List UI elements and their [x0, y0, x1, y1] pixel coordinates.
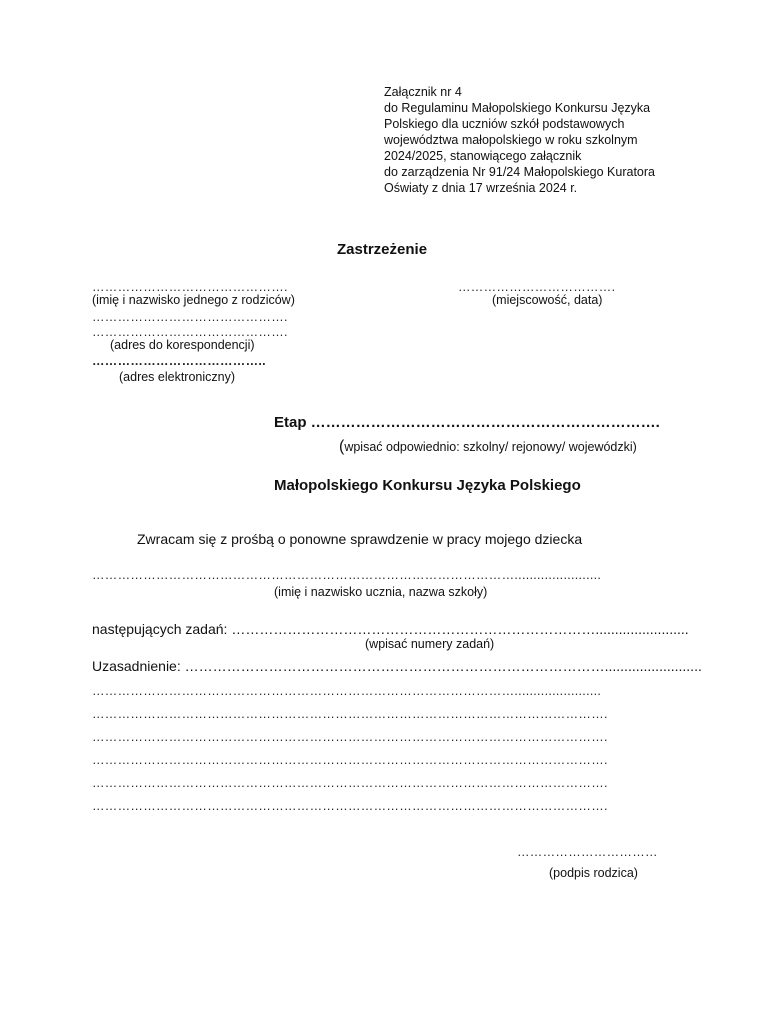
justification-line[interactable]: …………………………………………………………………………………………………………. [92, 753, 608, 767]
justification-line[interactable]: …………………………………………………………………………………………………………. [92, 707, 608, 721]
tasks-field[interactable]: następujących zadań: ……………………………………………………………………........................ [92, 621, 689, 637]
attachment-note-line: Załącznik nr 4 [384, 85, 462, 99]
email-label: (adres elektroniczny) [119, 370, 236, 384]
request-text: Zwracam się z prośbą o ponowne sprawdzenie w pracy mojego dziecka [137, 531, 583, 547]
document-title: Zastrzeżenie [337, 241, 428, 258]
justification-line[interactable]: …………………………………………………………………………………………………………. [92, 730, 608, 744]
stage-note-paren: ( [339, 438, 345, 455]
student-label: (imię i nazwisko ucznia, nazwa szkoły) [274, 585, 488, 599]
stage-note [339, 438, 637, 456]
signature-label: (podpis rodzica) [549, 866, 638, 880]
tasks-note: (wpisać numery zadań) [365, 637, 495, 651]
justification-field[interactable]: Uzasadnienie: ………………………………………………………………………………......................... [92, 658, 702, 674]
address-label: (adres do korespondencji) [110, 338, 255, 352]
stage-field[interactable]: Etap ……………………………………………………………. [274, 414, 660, 431]
attachment-note-line: 2024/2025, stanowiącego załącznik [384, 149, 582, 163]
justification-line[interactable]: ………………………………………………………………………………………....................... [92, 684, 602, 698]
attachment-note-line: do zarządzenia Nr 91/24 Małopolskiego Kuratora [384, 165, 655, 179]
attachment-note-line: do Regulaminu Małopolskiego Konkursu Języka [384, 101, 651, 115]
address-field-line-1[interactable]: ………………………………………. [92, 310, 288, 324]
email-field[interactable]: ………………………………….. [92, 354, 266, 368]
attachment-note-line: województwa małopolskiego w roku szkolnym [384, 133, 638, 147]
parent-name-field[interactable]: ………………………………………. [92, 280, 288, 294]
student-field[interactable]: ………………………………………………………………………………………....................... [92, 568, 602, 582]
justification-line[interactable]: …………………………………………………………………………………………………………. [92, 776, 608, 790]
attachment-note [384, 84, 655, 196]
justification-line[interactable]: …………………………………………………………………………………………………………. [92, 799, 608, 813]
signature-field[interactable]: …………………………… [517, 845, 658, 859]
place-date-field[interactable]: ………………………………. [458, 280, 616, 294]
attachment-note-line: Polskiego dla uczniów szkół podstawowych [384, 117, 625, 131]
contest-name: Małopolskiego Konkursu Języka Polskiego [274, 477, 581, 494]
stage-note-text: wpisać odpowiednio: szkolny/ rejonowy/ wojewódzki) [344, 440, 637, 454]
place-date-label: (miejscowość, data) [492, 293, 603, 307]
attachment-note-line: Oświaty z dnia 17 września 2024 r. [384, 181, 578, 195]
address-field-line-2[interactable]: ………………………………………. [92, 325, 288, 339]
parent-name-label: (imię i nazwisko jednego z rodziców) [92, 293, 295, 307]
